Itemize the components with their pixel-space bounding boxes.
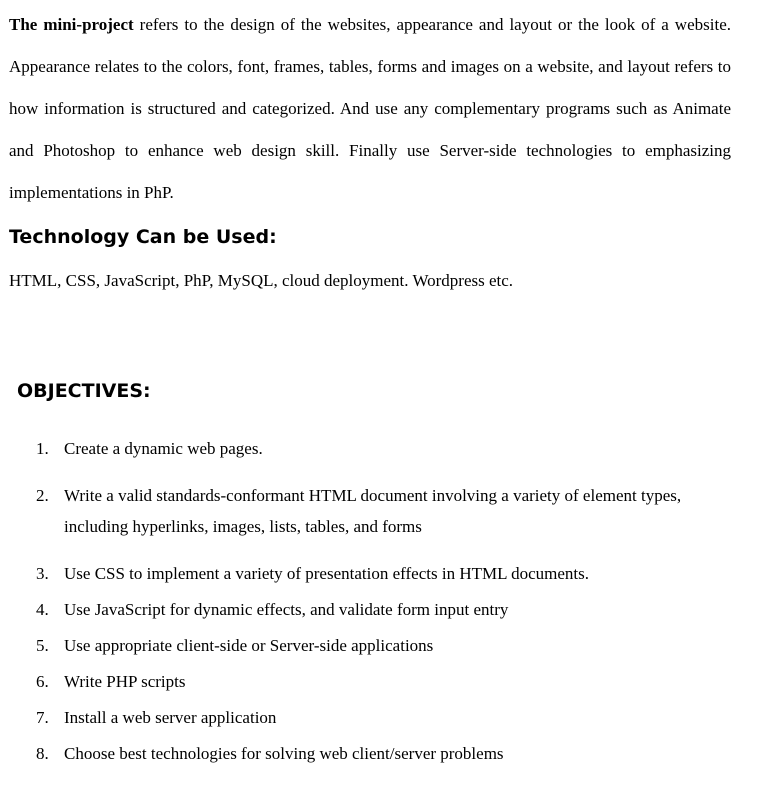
objective-text: Choose best technologies for solving web client/server problems (64, 744, 504, 763)
objective-text: Write PHP scripts (64, 672, 186, 691)
technology-list: HTML, CSS, JavaScript, PhP, MySQL, cloud deployment. Wordpress etc. (9, 271, 514, 290)
objectives-heading: OBJECTIVES: (17, 380, 151, 402)
objective-number: 4. (36, 600, 49, 619)
objective-text: Create a dynamic web pages. (64, 439, 263, 458)
objective-text: Write a valid standards-conformant HTML document involving a variety of element types, including hyperlinks, images, lists, tables, and forms (64, 486, 682, 536)
objective-number: 1. (36, 439, 49, 458)
objective-text: Install a web server application (64, 708, 277, 727)
intro-bold-lead: The mini-project (9, 15, 134, 34)
intro-paragraph (9, 4, 731, 214)
objective-number: 6. (36, 672, 49, 691)
technology-heading: Technology Can be Used: (9, 226, 277, 248)
objective-text: Use JavaScript for dynamic effects, and validate form input entry (64, 600, 509, 619)
objective-number: 2. (36, 486, 49, 505)
objective-text: Use appropriate client-side or Server-side applications (64, 636, 434, 655)
objective-number: 7. (36, 708, 49, 727)
objective-number: 5. (36, 636, 49, 655)
objective-text: Use CSS to implement a variety of presentation effects in HTML documents. (64, 564, 589, 583)
objective-number: 8. (36, 744, 49, 763)
intro-text: refers to the design of the websites, appearance and layout or the look of a website. Appearance relates to the colors, font, frames, tables, forms and images on a website, and layout refers to how information is structured and categorized. And use any complementary programs such as Animate and Photoshop to enhance web design skill. Finally use Server-side technologies to emphasizing implementations in PhP. (9, 15, 731, 202)
objective-number: 3. (36, 564, 49, 583)
